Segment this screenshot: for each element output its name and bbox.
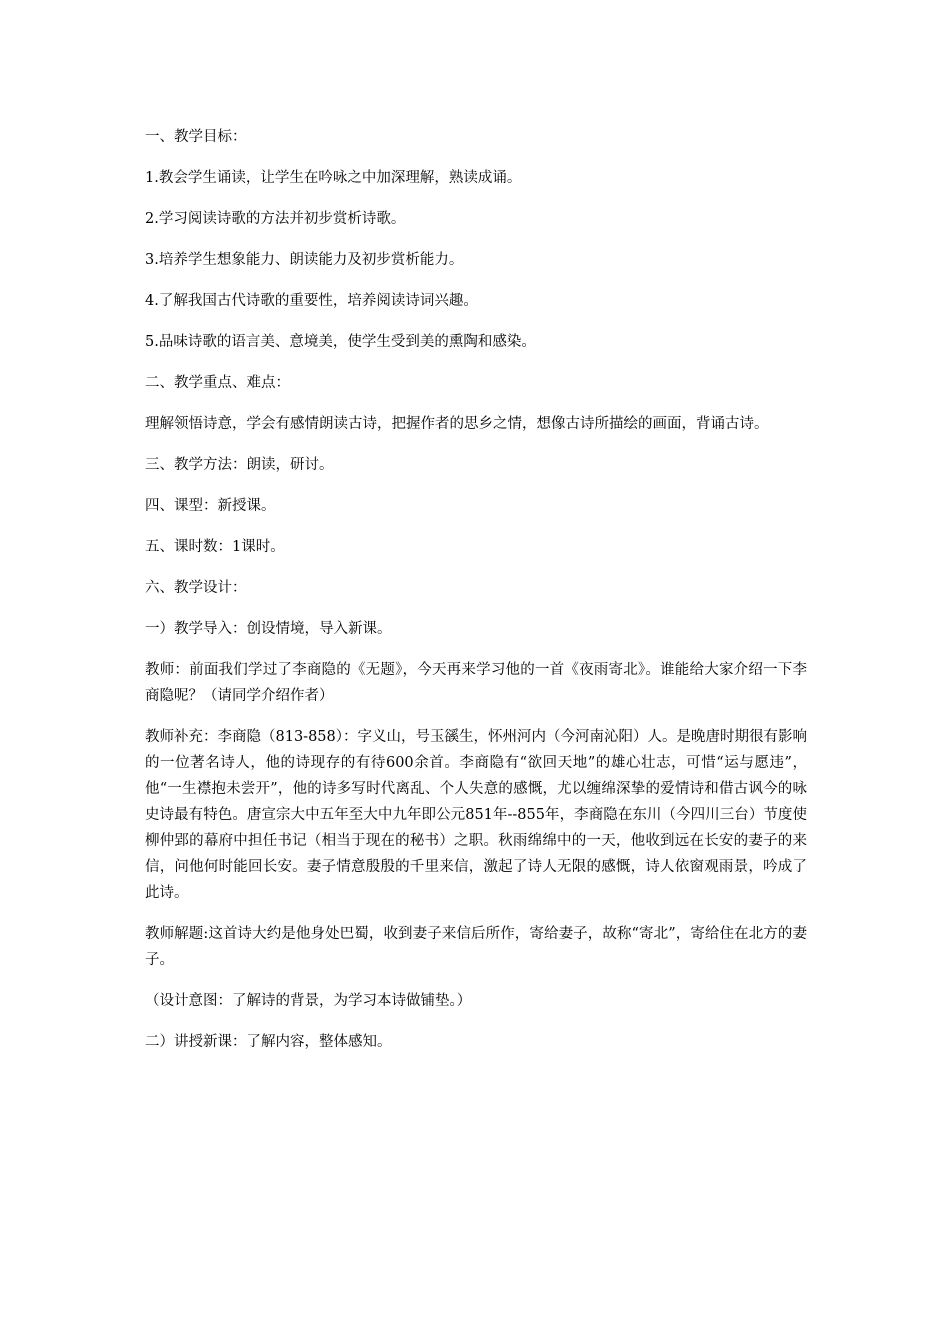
key-points-text: 理解领悟诗意，学会有感情朗读古诗，把握作者的思乡之情，想像古诗所描绘的画面，背诵古诗。: [145, 416, 769, 432]
heading-teaching-design: 六、教学设计：: [145, 580, 247, 596]
heading-lesson-type: 四、课型：新授课。: [145, 498, 276, 514]
document-body: [145, 124, 807, 1070]
design-intent-note: （设计意图：了解诗的背景，为学习本诗做铺垫。）: [145, 993, 472, 1009]
heading-teaching-method: 三、教学方法：朗读，研讨。: [145, 457, 334, 473]
heading-key-points: 二、教学重点、难点：: [145, 375, 290, 391]
teacher-intro-text: 教师：前面我们学过了李商隐的《无题》，今天再来学习他的一首《夜雨寄北》。谁能给大家介绍一下李商隐呢？（请同学介绍作者）: [145, 662, 807, 704]
goal-item-4: 4.了解我国古代诗歌的重要性，培养阅读诗词兴趣。: [145, 293, 478, 309]
goal-item-5: 5.品味诗歌的语言美、意境美，使学生受到美的熏陶和感染。: [145, 334, 536, 350]
teacher-supplement-text: 教师补充：李商隐（813-858）：字义山，号玉豀生，怀州河内（今河南沁阳）人。是晚唐时期很有影响的一位著名诗人，他的诗现存的有待600余首。李商隐有“欲回天地”的雄心壮志，可惜“运与愿违”，他“一生襟抱未尝开”，他的诗多写时代离乱、个人失意的感慨，尤以缠绵深挚的爱情诗和借古讽今的咏史诗最有特色。唐宣宗大中五年至大中九年即公元851年--855年，李商隐在东川（今四川三台）节度使柳仲郢的幕府中担任书记（相当于现在的秘书）之职。秋雨绵绵中的一天，他收到远在长安的妻子的来信，问他何时能回长安。妻子情意殷殷的千里来信，激起了诗人无限的感慨，诗人依窗观雨景，吟成了此诗。: [145, 729, 807, 901]
goal-item-3: 3.培养学生想象能力、朗读能力及初步赏析能力。: [145, 252, 464, 268]
heading-lesson-count: 五、课时数：1课时。: [145, 539, 285, 555]
section-new-lesson: 二）讲授新课：了解内容，整体感知。: [145, 1034, 392, 1050]
goal-item-1: 1.教会学生诵读，让学生在吟咏之中加深理解，熟读成诵。: [145, 170, 522, 186]
goal-item-2: 2.学习阅读诗歌的方法并初步赏析诗歌。: [145, 211, 406, 227]
heading-teaching-goals: 一、教学目标：: [145, 129, 247, 145]
teacher-explanation-text: 教师解题:这首诗大约是他身处巴蜀，收到妻子来信后所作，寄给妻子，故称“寄北”，寄给住在北方的妻子。: [145, 926, 807, 968]
section-introduction: 一）教学导入：创设情境，导入新课。: [145, 621, 392, 637]
